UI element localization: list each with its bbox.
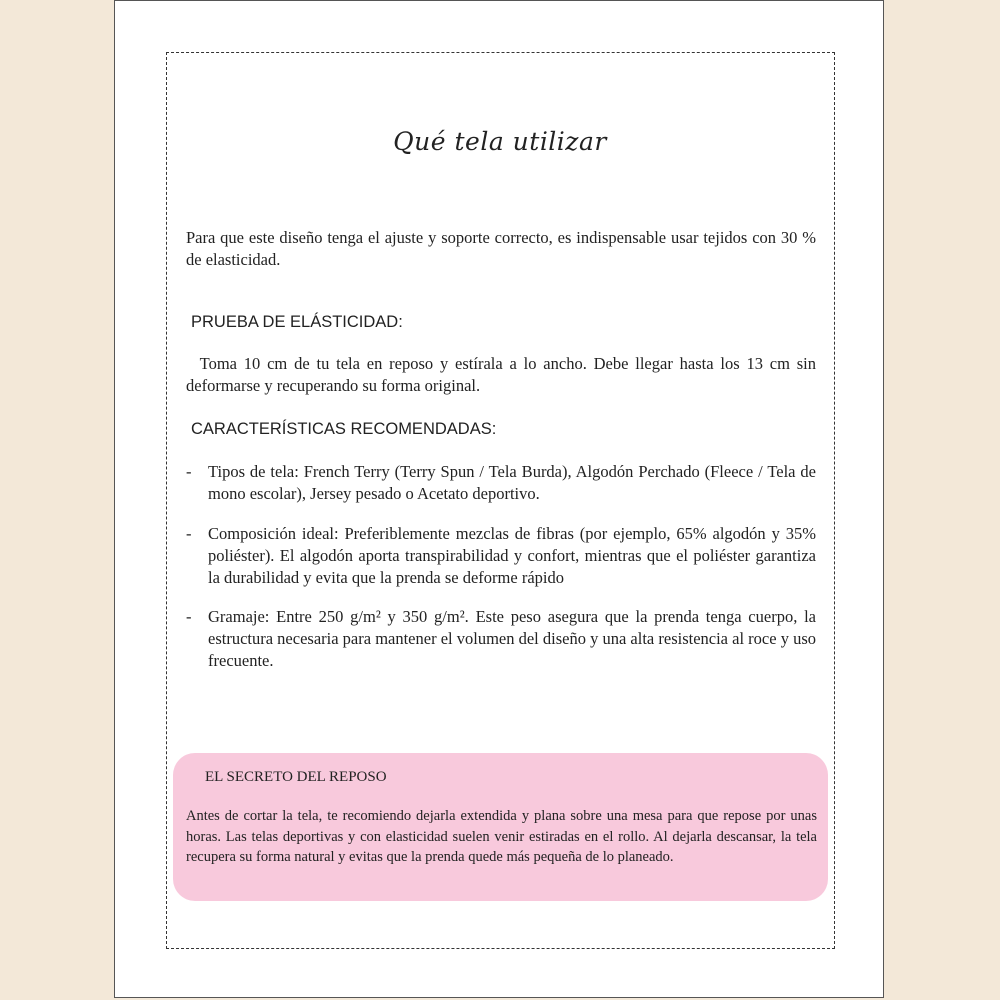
features-heading: CARACTERÍSTICAS RECOMENDADAS:: [191, 420, 497, 438]
bullet-dash: -: [186, 607, 192, 626]
elasticity-test-text: [186, 353, 816, 397]
document-page: [114, 0, 884, 998]
feature-text: Gramaje: Entre 250 g/m² y 350 g/m². Este peso asegura que la prenda tenga cuerpo, la estructura necesaria para mantener el volumen del diseño y una alta resistencia al roce y uso frecuente.: [208, 607, 816, 670]
elasticity-test-text-content: Toma 10 cm de tu tela en reposo y estírala a lo ancho. Debe llegar hasta los 13 cm sin deformarse y recuperando su forma original.: [186, 354, 816, 395]
bullet-dash: -: [186, 462, 192, 481]
feature-text: Tipos de tela: French Terry (Terry Spun / Tela Burda), Algodón Perchado (Fleece / Tela de mono escolar), Jersey pesado o Acetato deportivo.: [208, 462, 816, 503]
elasticity-test-heading: PRUEBA DE ELÁSTICIDAD:: [191, 313, 403, 331]
intro-paragraph: Para que este diseño tenga el ajuste y soporte correcto, es indispensable usar tejidos con 30 % de elasticidad.: [186, 228, 816, 269]
list-item: [186, 461, 816, 505]
features-list: [186, 461, 816, 690]
bullet-dash: -: [186, 524, 192, 543]
note-text: Antes de cortar la tela, te recomiendo dejarla extendida y plana sobre una mesa para que repose por unas horas. Las telas deportivas y con elasticidad suelen venir estiradas en el rollo. Al dejarla descansar, la tela recupera su forma natural y evitas que la prenda quede más pequeña de lo planeado.: [186, 808, 817, 865]
list-item: [186, 523, 816, 589]
feature-text: Composición ideal: Preferiblemente mezclas de fibras (por ejemplo, 65% algodón y 35% poliéster). El algodón aporta transpirabilidad y confort, mientras que el poliéster garantiza la durabilidad y evita que la prenda se deforme rápido: [208, 524, 816, 587]
page-title: Qué tela utilizar: [393, 127, 607, 156]
list-item: [186, 606, 816, 672]
note-box: [173, 753, 828, 901]
note-title: EL SECRETO DEL REPOSO: [205, 769, 387, 785]
